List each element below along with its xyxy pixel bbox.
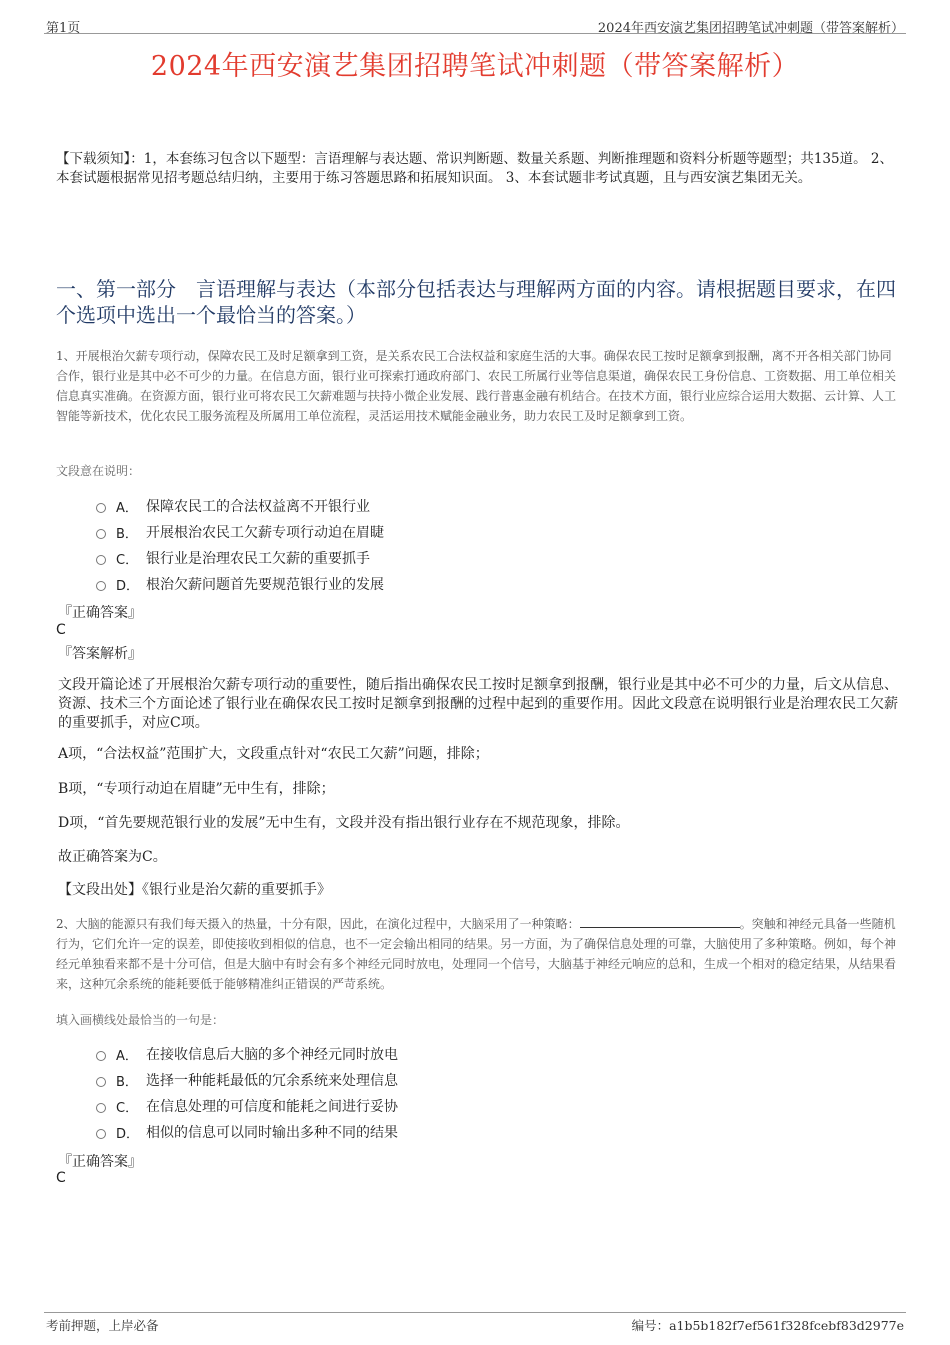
question-2-text: 2、大脑的能源只有我们每天摄入的热量，十分有限，因此，在演化过程中，大脑采用了一种策略： 。突触和神经元具备一些随机行为，它们允许一定的误差，即使接收到相似的信息，也不一定会输出相同的结果。另一方面，为了确保信息处理的可靠，大脑使用了多种策略。例如，每个神经元单独看来都不是十分可信，但是大脑中有时会有多个神经元同时放电，处理同一个信号，大脑基于神经元响应的总和，生成一个相对的稳定结果，从结果看来，这种冗余系统的能耗要低于能够精准纠正错误的严苛系统。 (56, 917, 897, 991)
question-1-analysis-a: A项，“合法权益”范围扩大，文段重点针对“农民工欠薪”问题，排除； (58, 746, 489, 762)
radio-icon[interactable] (96, 503, 106, 513)
footer-doc-id: 编号：a1b5b182f7ef561f328fcebf83d2977e (631, 1318, 904, 1333)
question-1-option-a[interactable]: A． 保障农民工的合法权益离不开银行业 (96, 496, 370, 516)
download-notice: 【下载须知】：1，本套练习包含以下题型：言语理解与表达题、常识判断题、数量关系题、判断推理题和资料分析题等题型；共135道。 2、本套试题根据常见招考题总结归纳，主要用于练习答题思路和拓展知识面。 3、本套试题非考试真题，且与西安演艺集团无关。 (56, 151, 893, 186)
radio-icon[interactable] (96, 1103, 106, 1113)
footer-slogan: 考前押题，上岸必备 (46, 1318, 159, 1333)
radio-icon[interactable] (96, 1129, 106, 1139)
page-title: 2024年西安演艺集团招聘笔试冲刺题（带答案解析） (150, 51, 800, 82)
header-divider (44, 33, 906, 34)
radio-icon[interactable] (96, 529, 106, 539)
radio-icon[interactable] (96, 581, 106, 591)
footer-divider (44, 1312, 906, 1313)
question-1-analysis-label: 『答案解析』 (58, 646, 142, 662)
fill-blank (580, 917, 740, 928)
question-1-option-c[interactable]: C． 银行业是治理农民工欠薪的重要抓手 (96, 548, 370, 568)
radio-icon[interactable] (96, 1077, 106, 1087)
question-2-option-b[interactable]: B． 选择一种能耗最低的冗余系统来处理信息 (96, 1070, 398, 1090)
header-doc-title: 2024年西安演艺集团招聘笔试冲刺题（带答案解析） (597, 21, 904, 36)
section-heading: 一、第一部分 言语理解与表达（本部分包括表达与理解两方面的内容。请根据题目要求，在四个选项中选出一个最恰当的答案。） (56, 277, 896, 327)
question-2-prompt: 填入画横线处最恰当的一句是： (56, 1013, 225, 1027)
question-2-option-a[interactable]: A． 在接收信息后大脑的多个神经元同时放电 (96, 1044, 398, 1064)
question-1-option-d[interactable]: D． 根治欠薪问题首先要规范银行业的发展 (96, 574, 384, 594)
question-2-answer: C (56, 1170, 66, 1186)
question-1-analysis-conclusion: 故正确答案为C。 (58, 849, 167, 865)
question-1-text: 1、开展根治欠薪专项行动，保障农民工及时足额拿到工资，是关系农民工合法权益和家庭生活的大事。确保农民工按时足额拿到报酬，离不开各相关部门协同合作，银行业是其中必不可少的力量。在信息方面，银行业可探索打通政府部门、农民工所属行业等信息渠道，确保农民工身份信息、工资数据、用工单位相关信息真实准确。在资源方面，银行业可将农民工欠薪难题与扶持小微企业发展、践行普惠金融有机结合。在技术方面，银行业应综合运用大数据、云计算、人工智能等新技术，优化农民工服务流程及所属用工单位流程，灵活运用技术赋能金融业务，助力农民工及时足额拿到工资。 (56, 349, 897, 423)
page-number: 第1页 (46, 21, 81, 36)
question-1-answer-label: 『正确答案』 (58, 605, 142, 621)
question-1-analysis-d: D项，“首先要规范银行业的发展”无中生有，文段并没有指出银行业存在不规范现象，排除。 (58, 815, 630, 831)
question-1-analysis-b: B项，“专项行动迫在眉睫”无中生有，排除； (58, 781, 335, 797)
question-2-answer-label: 『正确答案』 (58, 1154, 142, 1170)
radio-icon[interactable] (96, 1051, 106, 1061)
question-1-source: 【文段出处】《银行业是治欠薪的重要抓手》 (58, 882, 331, 898)
question-2-option-c[interactable]: C． 在信息处理的可信度和能耗之间进行妥协 (96, 1096, 398, 1116)
question-1-option-b[interactable]: B． 开展根治农民工欠薪专项行动迫在眉睫 (96, 522, 384, 542)
radio-icon[interactable] (96, 555, 106, 565)
question-1-prompt: 文段意在说明： (56, 464, 141, 478)
question-1-analysis-main: 文段开篇论述了开展根治欠薪专项行动的重要性，随后指出确保农民工按时足额拿到报酬，银行业是其中必不可少的力量，后文从信息、资源、技术三个方面论述了银行业在确保农民工按时足额拿到报酬的过程中起到的重要作用。因此文段意在说明银行业是治理农民工欠薪的重要抓手，对应C项。 (58, 677, 898, 731)
question-1-answer: C (56, 622, 66, 638)
question-2-option-d[interactable]: D． 相似的信息可以同时输出多种不同的结果 (96, 1122, 398, 1142)
